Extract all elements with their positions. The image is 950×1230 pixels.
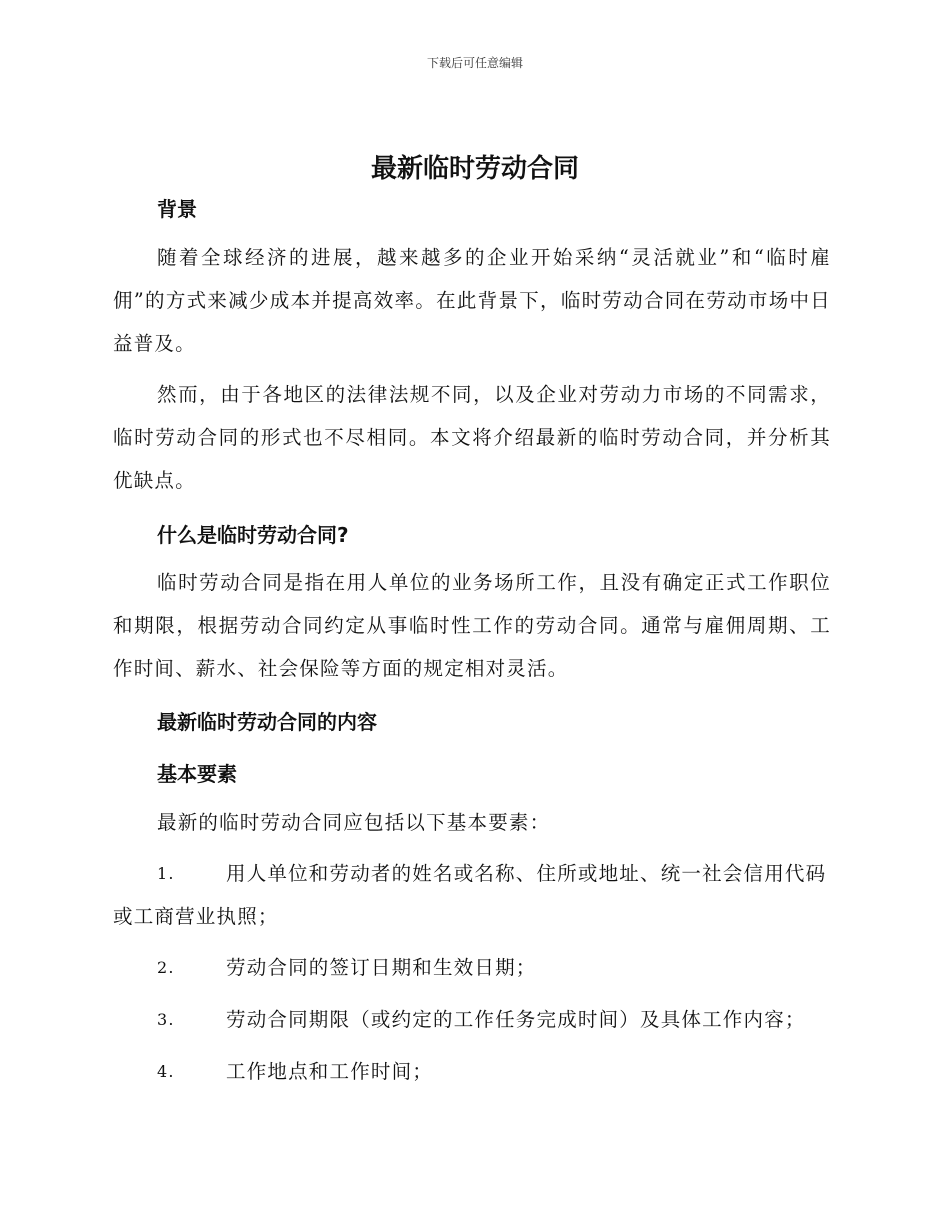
background-paragraph-1: 随着全球经济的进展，越来越多的企业开始采纳“灵活就业”和“临时雇佣”的方式来减少成本并提高效率。在此背景下，临时劳动合同在劳动市场中日益普及。 xyxy=(113,246,831,355)
list-item-3 xyxy=(113,998,833,1041)
document-title: 最新临时劳动合同 xyxy=(370,154,579,184)
list-text: 劳动合同期限（或约定的工作任务完成时间）及具体工作内容； xyxy=(226,1008,806,1031)
list-number: 3. xyxy=(157,1010,175,1029)
list-text: 劳动合同的签订日期和生效日期； xyxy=(226,956,537,979)
section-heading-basic: 基本要素 xyxy=(157,762,237,786)
section-heading-what: 什么是临时劳动合同? xyxy=(157,523,349,547)
section-heading-background: 背景 xyxy=(157,197,197,221)
list-text: 工作地点和工作时间； xyxy=(226,1060,434,1083)
what-paragraph: 临时劳动合同是指在用人单位的业务场所工作，且没有确定正式工作职位和期限，根据劳动合同约定从事临时性工作的劳动合同。通常与雇佣周期、工作时间、薪水、社会保险等方面的规定相对灵活。 xyxy=(113,571,831,680)
list-number: 4. xyxy=(157,1062,175,1081)
list-item-2 xyxy=(113,946,833,989)
basic-intro: 最新的临时劳动合同应包括以下基本要素： xyxy=(157,811,551,834)
page-header-note: 下载后可任意编辑 xyxy=(426,56,523,70)
background-paragraph-2: 然而，由于各地区的法律法规不同，以及企业对劳动力市场的不同需求，临时劳动合同的形式也不尽相同。本文将介绍最新的临时劳动合同，并分析其优缺点。 xyxy=(113,383,831,492)
section-heading-content: 最新临时劳动合同的内容 xyxy=(157,710,377,734)
list-number: 1. xyxy=(157,864,175,883)
list-text: 用人单位和劳动者的姓名或名称、住所或地址、统一社会信用代码或工商营业执照； xyxy=(113,862,827,928)
list-item-1 xyxy=(113,852,833,938)
list-number: 2. xyxy=(157,958,175,977)
list-item-4 xyxy=(113,1050,833,1093)
